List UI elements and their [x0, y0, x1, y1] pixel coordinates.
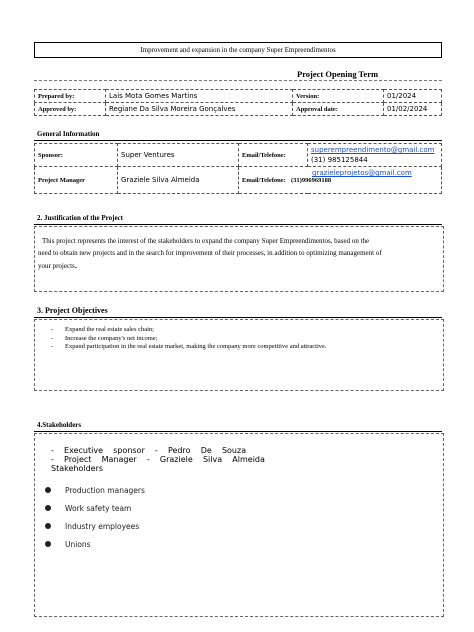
approval-table — [34, 89, 442, 116]
justification-box — [34, 226, 444, 292]
stakeholder-bullet: Industry employees — [65, 522, 140, 531]
stakeholder-manager-cont: Stakeholders — [51, 464, 104, 473]
manager-label: Project Manager — [35, 167, 118, 194]
table-row — [35, 103, 442, 116]
section-divider — [34, 224, 442, 225]
stakeholder-sponsor: - Executive sponsor - Pedro De Souza — [51, 446, 247, 455]
bullet-icon — [45, 541, 51, 547]
list-item: - Expand participation in the real estate market, making the company more competitive and attractive. — [51, 343, 327, 350]
section-divider — [34, 431, 442, 432]
approved-by-value: Regiane Da Silva Moreira Gonçalves — [106, 103, 293, 116]
bullet-icon — [45, 487, 51, 493]
list-item: - Increase the company's net income; — [51, 334, 158, 342]
sponsor-value: Super Ventures — [118, 144, 239, 167]
prepared-by-value: Lais Mota Gomes Martins — [106, 90, 293, 103]
table-row — [35, 167, 442, 194]
stakeholders-box — [34, 433, 444, 617]
objectives-box — [34, 319, 444, 391]
section-divider — [34, 140, 442, 141]
manager-value: Graziele Silva Almeida — [118, 167, 239, 194]
objectives-list — [51, 326, 327, 352]
title-divider — [34, 80, 442, 81]
sponsor-email-label: Email/Telefone: — [239, 144, 308, 167]
stakeholders-heading: 4.Stakeholders — [37, 421, 82, 429]
sponsor-label: Sponsor: — [35, 144, 118, 167]
version-label: Version: — [293, 90, 384, 103]
document-banner: Improvement and expansion in the company Super Empreendimentos — [34, 42, 442, 58]
justification-line-2: need to obtain new projects and in the search for improvement of their processes, in addition to optimizing management of — [38, 249, 382, 257]
justification-line-3: your projects. — [38, 260, 78, 271]
sponsor-phone: (31) 985125844 — [311, 156, 368, 164]
justification-heading: 2. Justification of the Project — [37, 214, 123, 222]
justification-line-1: This project represents the interest of the stakeholders to expand the company Super Empreendimentos, based on the — [42, 237, 370, 245]
sponsor-email-link[interactable]: superempreendimento@gmail.com — [311, 146, 435, 154]
bullet-icon — [45, 505, 51, 511]
manager-phone: (31)996969188 — [291, 177, 332, 184]
objectives-heading: 3. Project Objectives — [37, 306, 108, 315]
prepared-by-label: Prepared by: — [35, 90, 106, 103]
stakeholder-manager: - Project Manager - Graziele Silva Almeida — [51, 455, 265, 464]
table-row — [35, 144, 442, 167]
manager-email-link[interactable]: grazieleprojetos@gmail.com — [312, 169, 412, 177]
general-info-table — [34, 143, 442, 194]
approved-by-label: Approved by: — [35, 103, 106, 116]
approval-date-value: 01/02/2024 — [384, 103, 442, 116]
stakeholder-bullet: Work safety team — [65, 504, 132, 513]
manager-email-label: Email/Telefone: — [242, 177, 286, 184]
table-row — [35, 90, 442, 103]
bullet-icon — [45, 523, 51, 529]
document-title: Project Opening Term — [297, 69, 379, 79]
general-info-heading: General Information — [37, 130, 100, 138]
stakeholder-bullet: Production managers — [65, 486, 145, 495]
approval-date-label: Approval date: — [293, 103, 384, 116]
list-item: - Expand the real estate sales chain; — [51, 326, 154, 333]
section-divider — [34, 317, 442, 318]
version-value: 01/2024 — [384, 90, 442, 103]
stakeholder-bullet: Unions — [65, 540, 91, 549]
